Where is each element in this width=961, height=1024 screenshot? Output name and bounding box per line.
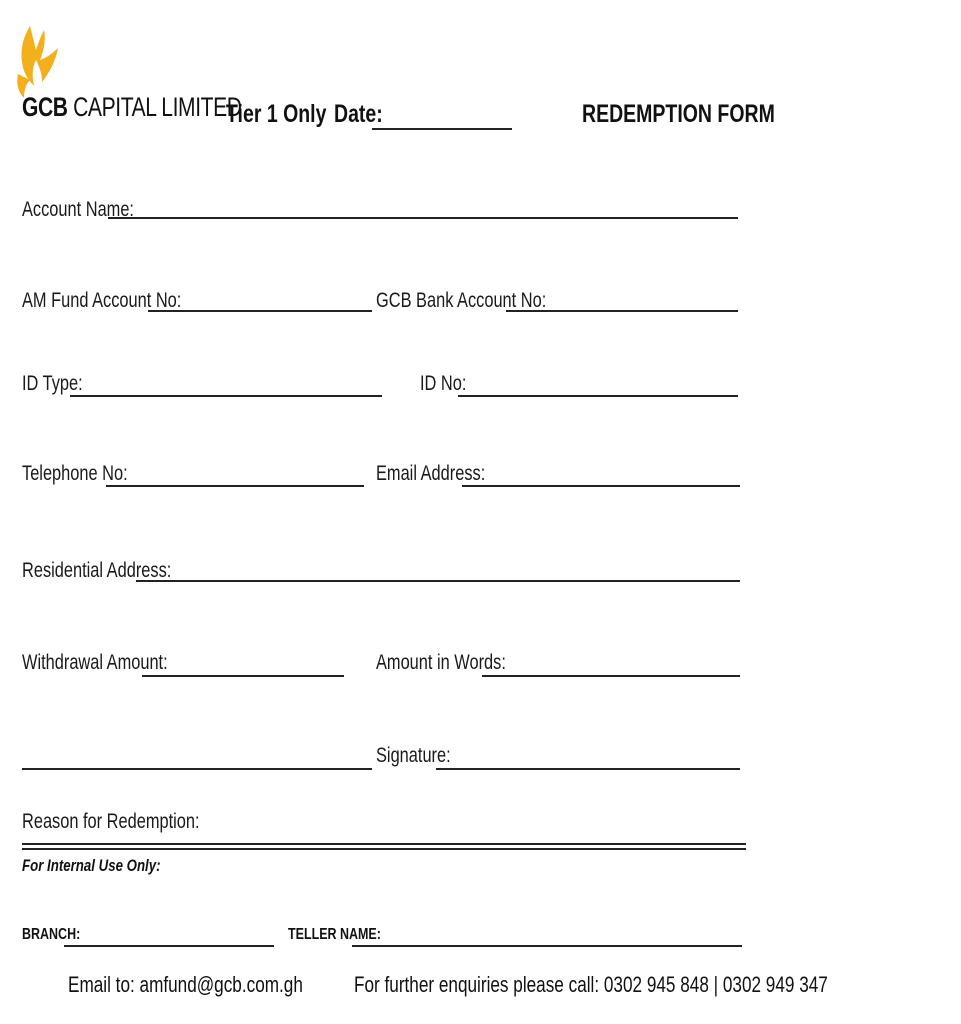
branch-line[interactable] bbox=[64, 945, 274, 947]
footer-email: Email to: amfund@gcb.com.gh bbox=[68, 972, 303, 997]
footer-enquiries: For further enquiries please call: 0302 945 848 | 0302 949 347 bbox=[354, 972, 828, 997]
gcb-bird-logo-icon bbox=[12, 22, 62, 102]
date-line[interactable] bbox=[372, 128, 512, 130]
teller-name-label: TELLER NAME: bbox=[288, 926, 381, 943]
id-no-line[interactable] bbox=[458, 395, 738, 397]
internal-use-heading: For Internal Use Only: bbox=[22, 856, 161, 875]
telephone-line[interactable] bbox=[106, 485, 364, 487]
tier-label: Tier 1 Only bbox=[226, 100, 327, 128]
date-label: Date: bbox=[334, 100, 383, 128]
email-label: Email Address: bbox=[376, 462, 486, 485]
signature-line[interactable] bbox=[436, 768, 740, 770]
id-no-label: ID No: bbox=[420, 372, 467, 395]
gcb-bank-account-label: GCB Bank Account No: bbox=[376, 289, 547, 312]
teller-name-line[interactable] bbox=[352, 945, 742, 947]
residential-address-label: Residential Address: bbox=[22, 559, 172, 582]
telephone-label: Telephone No: bbox=[22, 462, 128, 485]
company-name: GCB CAPITAL LIMITED bbox=[22, 92, 242, 122]
withdrawal-amount-line[interactable] bbox=[142, 675, 344, 677]
email-line[interactable] bbox=[462, 485, 740, 487]
amount-in-words-line[interactable] bbox=[482, 675, 740, 677]
form-title: REDEMPTION FORM bbox=[582, 100, 775, 128]
account-name-label: Account Name: bbox=[22, 198, 134, 221]
branch-label: BRANCH: bbox=[22, 926, 81, 943]
signature-label: Signature: bbox=[376, 744, 451, 767]
withdrawal-amount-label: Withdrawal Amount: bbox=[22, 651, 168, 674]
id-type-line[interactable] bbox=[70, 395, 382, 397]
account-name-line[interactable] bbox=[108, 217, 738, 219]
section-divider bbox=[22, 843, 746, 850]
name-line[interactable] bbox=[22, 768, 372, 770]
amount-in-words-label: Amount in Words: bbox=[376, 651, 506, 674]
gcb-bank-account-line[interactable] bbox=[506, 310, 738, 312]
residential-address-line[interactable] bbox=[136, 580, 740, 582]
id-type-label: ID Type: bbox=[22, 372, 83, 395]
reason-label: Reason for Redemption: bbox=[22, 810, 200, 833]
am-fund-account-label: AM Fund Account No: bbox=[22, 289, 182, 312]
am-fund-account-line[interactable] bbox=[148, 310, 372, 312]
